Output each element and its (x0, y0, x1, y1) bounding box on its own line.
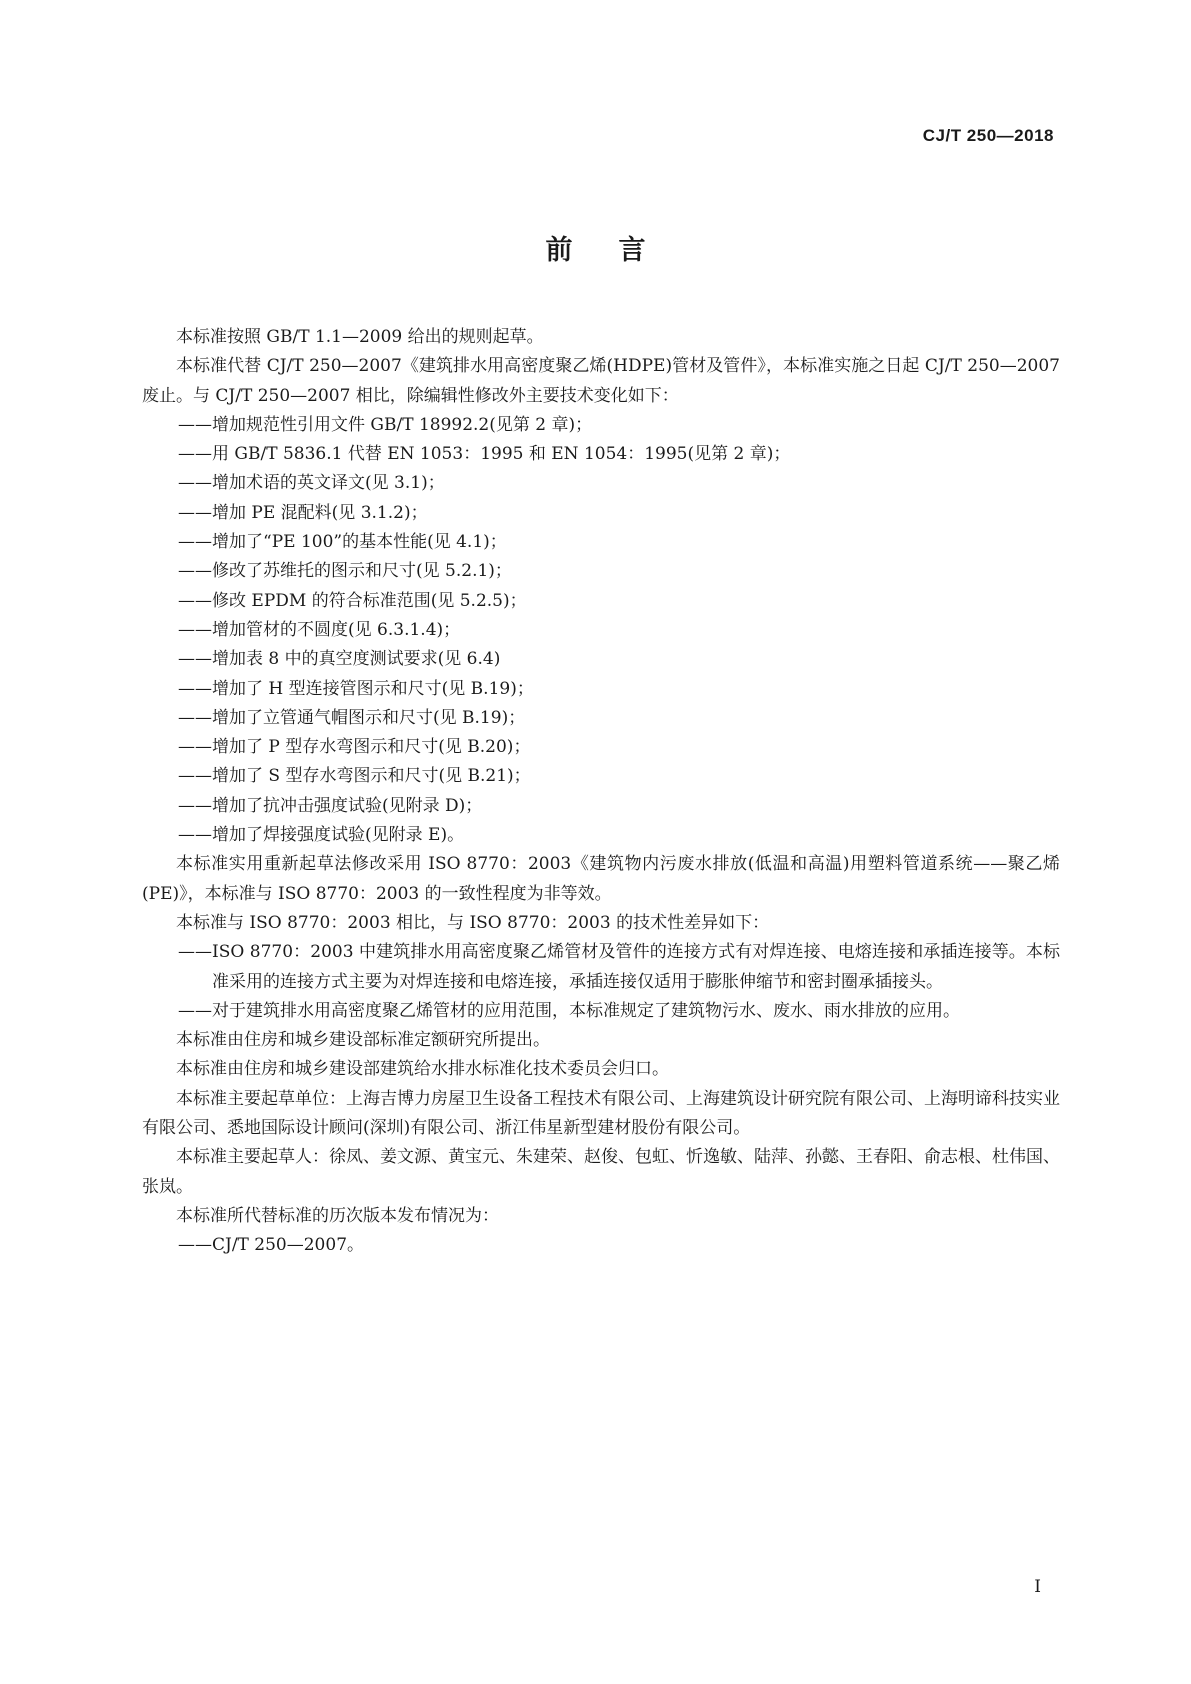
paragraph-drafting-units: 本标准主要起草单位：上海吉博力房屋卫生设备工程技术有限公司、上海建筑设计研究院有限公司、上海明谛科技实业有限公司、悉地国际设计顾问(深圳)有限公司、浙江伟星新型建材股份有限公司。 (142, 1088, 1060, 1139)
list-item: ——增加了焊接强度试验(见附录 E)。 (178, 825, 465, 846)
list-item: ——增加表 8 中的真空度测试要求(见 6.4) (178, 649, 501, 670)
list-item: ——增加了 S 型存水弯图示和尺寸(见 B.21)； (178, 766, 531, 787)
list-item: ——增加规范性引用文件 GB/T 18992.2(见第 2 章)； (178, 414, 593, 435)
list-item: ——用 GB/T 5836.1 代替 EN 1053：1995 和 EN 1054：1995(见第 2 章)； (178, 444, 791, 465)
list-item: ——增加管材的不圆度(见 6.3.1.4)； (178, 619, 461, 640)
list-item: ——修改 EPDM 的符合标准范围(见 5.2.5)； (178, 590, 527, 611)
foreword-body (142, 323, 1060, 1261)
paragraph-replacement: 本标准代替 CJ/T 250—2007《建筑排水用高密度聚乙烯(HDPE)管材及管件》，本标准实施之日起 CJ/T 250—2007 废止。与 CJ/T 250—2007 相比，除编辑性修改外主要技术变化如下： (142, 356, 1060, 406)
list-item: ——增加了立管通气帽图示和尺寸(见 B.19)； (178, 707, 526, 728)
list-item: ——增加了“PE 100”的基本性能(见 4.1)； (178, 532, 507, 553)
list-item: ——ISO 8770：2003 中建筑排水用高密度聚乙烯管材及管件的连接方式有对焊连接、电熔连接和承插连接等。本标准采用的连接方式主要为对焊连接和电熔连接，承插连接仅适用于膨胀伸缩节和密封圈承插接头。 (178, 942, 1060, 992)
paragraph-drafters: 本标准主要起草人：徐凤、姜文源、黄宝元、朱建荣、赵俊、包虹、忻逸敏、陆萍、孙懿、王春阳、俞志根、杜伟国、张岚。 (142, 1147, 1060, 1197)
list-item: ——CJ/T 250—2007。 (178, 1235, 365, 1256)
list-item: ——增加了 P 型存水弯图示和尺寸(见 B.20)； (178, 737, 531, 758)
list-item: ——增加 PE 混配料(见 3.1.2)； (178, 502, 428, 523)
page-number: I (1034, 1577, 1041, 1597)
paragraph-history: 本标准所代替标准的历次版本发布情况为： (176, 1205, 499, 1226)
paragraph-iso-adoption: 本标准实用重新起草法修改采用 ISO 8770：2003《建筑物内污废水排放(低温和高温)用塑料管道系统——聚乙烯(PE)》，本标准与 ISO 8770：2003 的一致性程度为非等效。 (142, 854, 1060, 904)
list-item: ——增加了 H 型连接管图示和尺寸(见 B.19)； (178, 678, 534, 699)
list-item: ——修改了苏维托的图示和尺寸(见 5.2.1)； (178, 561, 512, 582)
standard-number: CJ/T 250—2018 (922, 126, 1054, 145)
list-item: ——对于建筑排水用高密度聚乙烯管材的应用范围，本标准规定了建筑物污水、废水、雨水排放的应用。 (178, 1000, 960, 1021)
paragraph-administrator: 本标准由住房和城乡建设部建筑给水排水标准化技术委员会归口。 (176, 1059, 669, 1080)
paragraph-proposer: 本标准由住房和城乡建设部标准定额研究所提出。 (176, 1030, 550, 1051)
paragraph-technical-differences: 本标准与 ISO 8770：2003 相比，与 ISO 8770：2003 的技术性差异如下： (176, 912, 770, 933)
list-item: ——增加术语的英文译文(见 3.1)； (178, 473, 445, 494)
list-item: ——增加了抗冲击强度试验(见附录 D)； (178, 795, 483, 816)
paragraph-drafting-rules: 本标准按照 GB/T 1.1—2009 给出的规则起草。 (176, 327, 544, 347)
page-title: 前言 (545, 235, 692, 266)
